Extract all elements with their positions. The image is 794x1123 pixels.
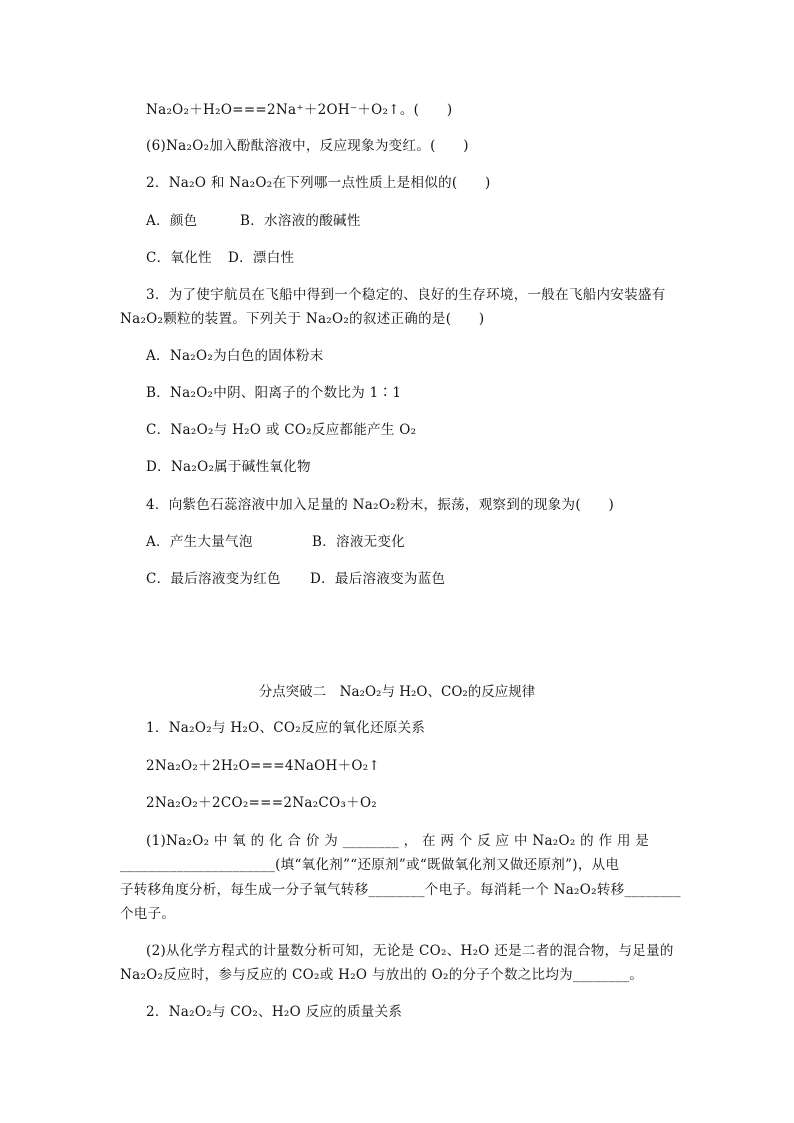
option-d: D．漂白性 — [228, 250, 295, 266]
statement-6: (6)Na₂O₂加入酚酞溶液中，反应现象为变红。( ) — [146, 138, 469, 154]
subsection-2-heading: 2．Na₂O₂与 CO₂、H₂O 反应的质量关系 — [146, 1004, 403, 1020]
question-2: 2．Na₂O 和 Na₂O₂在下列哪一点性质上是相似的( ) — [146, 175, 491, 191]
question-3-option-b: B．Na₂O₂中阴、阳离子的个数比为 1∶1 — [146, 385, 402, 401]
equation-1: 2Na₂O₂＋2H₂O===4NaOH＋O₂↑ — [146, 758, 381, 774]
question-4-options-row2 — [146, 569, 702, 589]
question-2-options-row2 — [146, 248, 702, 268]
option-b: B．溶液无变化 — [312, 534, 406, 550]
option-c: C．氧化性 — [146, 250, 212, 266]
paragraph-2-line1: (2)从化学方程式的计量数分析可知，无论是 CO₂、H₂O 还是二者的混合物，与足量的 — [146, 943, 674, 959]
paragraph-1-line3: 子转移角度分析，每生成一分子氧气转移________个电子。每消耗一个 Na₂O₂转移________ — [120, 882, 681, 898]
question-4: 4．向紫色石蕊溶液中加入足量的 Na₂O₂粉末，振荡，观察到的现象为( ) — [146, 497, 615, 513]
option-a: A．产生大量气泡 — [146, 534, 253, 550]
equation-2: 2Na₂O₂＋2CO₂===2Na₂CO₃＋O₂ — [146, 795, 378, 811]
reaction-statement-5: Na₂O₂＋H₂O===2Na⁺＋2OH⁻＋O₂↑。( ) — [146, 102, 453, 118]
paragraph-2-line2: Na₂O₂反应时，参与反应的 CO₂或 H₂O 与放出的 O₂的分子个数之比均为________。 — [120, 967, 644, 983]
section-title: 分点突破二 Na₂O₂与 H₂O、CO₂的反应规律 — [258, 684, 536, 700]
option-d: D．最后溶液变为蓝色 — [310, 571, 446, 587]
question-3-line2: Na₂O₂颗粒的装置。下列关于 Na₂O₂的叙述正确的是( ) — [120, 311, 485, 327]
option-a: A．颜色 — [146, 213, 198, 229]
question-3-option-c: C．Na₂O₂与 H₂O 或 CO₂反应都能产生 O₂ — [146, 422, 417, 438]
paragraph-1-line4: 个电子。 — [120, 906, 176, 922]
question-4-options-row1 — [146, 532, 702, 552]
subsection-1-heading: 1．Na₂O₂与 H₂O、CO₂反应的氧化还原关系 — [146, 720, 426, 736]
question-3-line1: 3．为了使宇航员在飞船中得到一个稳定的、良好的生存环境，一般在飞船内安装盛有 — [146, 287, 666, 303]
paragraph-1-line1: (1)Na₂O₂ 中 氧 的 化 合 价 为 ________ ， 在 两 个 反 应 中 Na₂O₂ 的 作 用 是 — [146, 833, 650, 849]
paragraph-1-line2: ______________________(填“氧化剂”“还原剂”或“既做氧化剂又做还原剂”)，从电 — [120, 857, 620, 873]
option-b: B．水溶液的酸碱性 — [240, 213, 361, 229]
question-2-options-row1 — [146, 211, 702, 231]
question-3-option-a: A．Na₂O₂为白色的固体粉末 — [146, 348, 324, 364]
option-c: C．最后溶液变为红色 — [146, 571, 281, 587]
question-3-option-d: D．Na₂O₂属于碱性氧化物 — [146, 459, 311, 475]
